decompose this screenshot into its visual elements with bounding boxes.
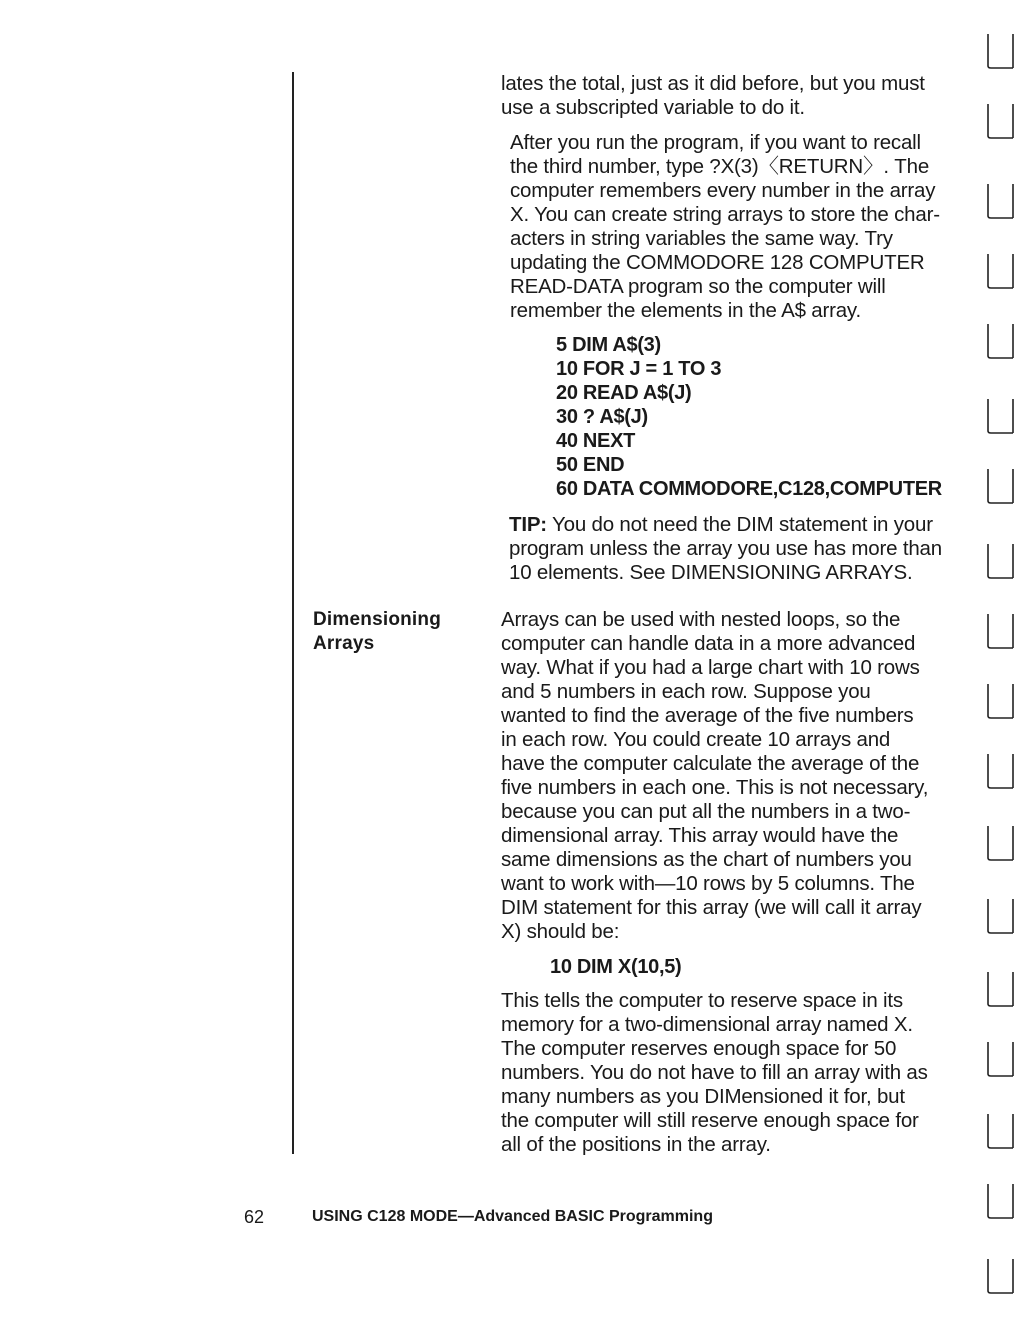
binder-mark — [985, 895, 1015, 937]
code-line: 50 END — [556, 454, 625, 476]
text-line: This tells the computer to reserve space in its — [501, 989, 903, 1012]
text-line: numbers. You do not have to fill an array with as — [501, 1061, 928, 1084]
text-line: computer can handle data in a more advanced — [501, 632, 916, 655]
text-line: in each row. You could create 10 arrays and — [501, 728, 891, 751]
binder-mark — [985, 1038, 1015, 1080]
binder-mark — [985, 250, 1015, 292]
binder-mark — [985, 822, 1015, 864]
text-line: the third number, type ?X(3)〈RETURN〉. The — [510, 155, 930, 178]
binder-mark — [985, 180, 1015, 222]
running-footer: USING C128 MODE—Advanced BASIC Programming — [312, 1208, 713, 1225]
text-line: same dimensions as the chart of numbers you — [501, 848, 912, 871]
code-line: 20 READ A$(J) — [556, 382, 692, 404]
text-line: Arrays can be used with nested loops, so the — [501, 608, 901, 631]
binder-mark — [985, 465, 1015, 507]
code-line: 40 NEXT — [556, 430, 636, 452]
binder-mark — [985, 750, 1015, 792]
binder-mark — [985, 610, 1015, 652]
margin-rule — [292, 72, 294, 1154]
recall-paragraph — [510, 131, 975, 323]
binder-mark — [985, 100, 1015, 142]
text-line: have the computer calculate the average of the — [501, 752, 920, 775]
text-line: all of the positions in the array. — [501, 1133, 771, 1156]
text-line: memory for a two-dimensional array named X. — [501, 1013, 913, 1036]
text-line: computer remembers every number in the array — [510, 179, 936, 202]
arrays-paragraph — [501, 608, 966, 944]
text-line: five numbers in each one. This is not necessary, — [501, 776, 929, 799]
heading-line: Arrays — [313, 633, 375, 654]
program-listing — [556, 333, 942, 501]
binder-mark — [985, 968, 1015, 1010]
text-line: remember the elements in the A$ array. — [510, 299, 861, 322]
text-line: use a subscripted variable to do it. — [501, 96, 805, 119]
text-line: way. What if you had a large chart with 10 rows — [501, 656, 920, 679]
text-line: After you run the program, if you want to recall — [510, 131, 921, 154]
text-line: READ-DATA program so the computer will — [510, 275, 886, 298]
text-line: because you can put all the numbers in a two- — [501, 800, 911, 823]
heading-line: Dimensioning — [313, 609, 442, 630]
binder-mark — [985, 395, 1015, 437]
code-line: 5 DIM A$(3) — [556, 334, 661, 356]
text-line: X) should be: — [501, 920, 620, 943]
binder-mark — [985, 680, 1015, 722]
top-paragraph — [501, 72, 966, 120]
code-line: 10 FOR J = 1 TO 3 — [556, 358, 722, 380]
text-line: wanted to find the average of the five numbers — [501, 704, 914, 727]
text-line: want to work with—10 rows by 5 columns. The — [501, 872, 915, 895]
code-line: 10 DIM X(10,5) — [550, 956, 682, 978]
text-line: and 5 numbers in each row. Suppose you — [501, 680, 871, 703]
text-line: acters in string variables the same way. Try — [510, 227, 893, 250]
tip-first-line — [509, 513, 974, 537]
text-line: DIM statement for this array (we will call it array — [501, 896, 922, 919]
text-line: many numbers as you DIMensioned it for, but — [501, 1085, 905, 1108]
binder-mark — [985, 1180, 1015, 1222]
text-line: X. You can create string arrays to store the char- — [510, 203, 940, 226]
code-line: 60 DATA COMMODORE,C128,COMPUTER — [556, 478, 942, 500]
code-line: 30 ? A$(J) — [556, 406, 648, 428]
text-line: 10 elements. See DIMENSIONING ARRAYS. — [509, 561, 913, 584]
binder-mark — [985, 1255, 1015, 1297]
text-line: The computer reserves enough space for 50 — [501, 1037, 897, 1060]
text-line: the computer will still reserve enough space for — [501, 1109, 919, 1132]
text-line: updating the COMMODORE 128 COMPUTER — [510, 251, 925, 274]
text-line: You do not need the DIM statement in your — [546, 513, 933, 536]
tip-label: TIP: — [509, 513, 547, 536]
tip-paragraph — [509, 513, 974, 585]
dim-statement — [550, 955, 681, 979]
binder-mark — [985, 320, 1015, 362]
binder-mark — [985, 540, 1015, 582]
page-number: 62 — [244, 1207, 265, 1227]
section-heading — [313, 608, 441, 656]
closing-paragraph — [501, 989, 966, 1157]
text-line: dimensional array. This array would have the — [501, 824, 899, 847]
binder-mark — [985, 30, 1015, 72]
text-line: program unless the array you use has more than — [509, 537, 942, 560]
text-line: lates the total, just as it did before, but you must — [501, 72, 925, 95]
binder-mark — [985, 1110, 1015, 1152]
